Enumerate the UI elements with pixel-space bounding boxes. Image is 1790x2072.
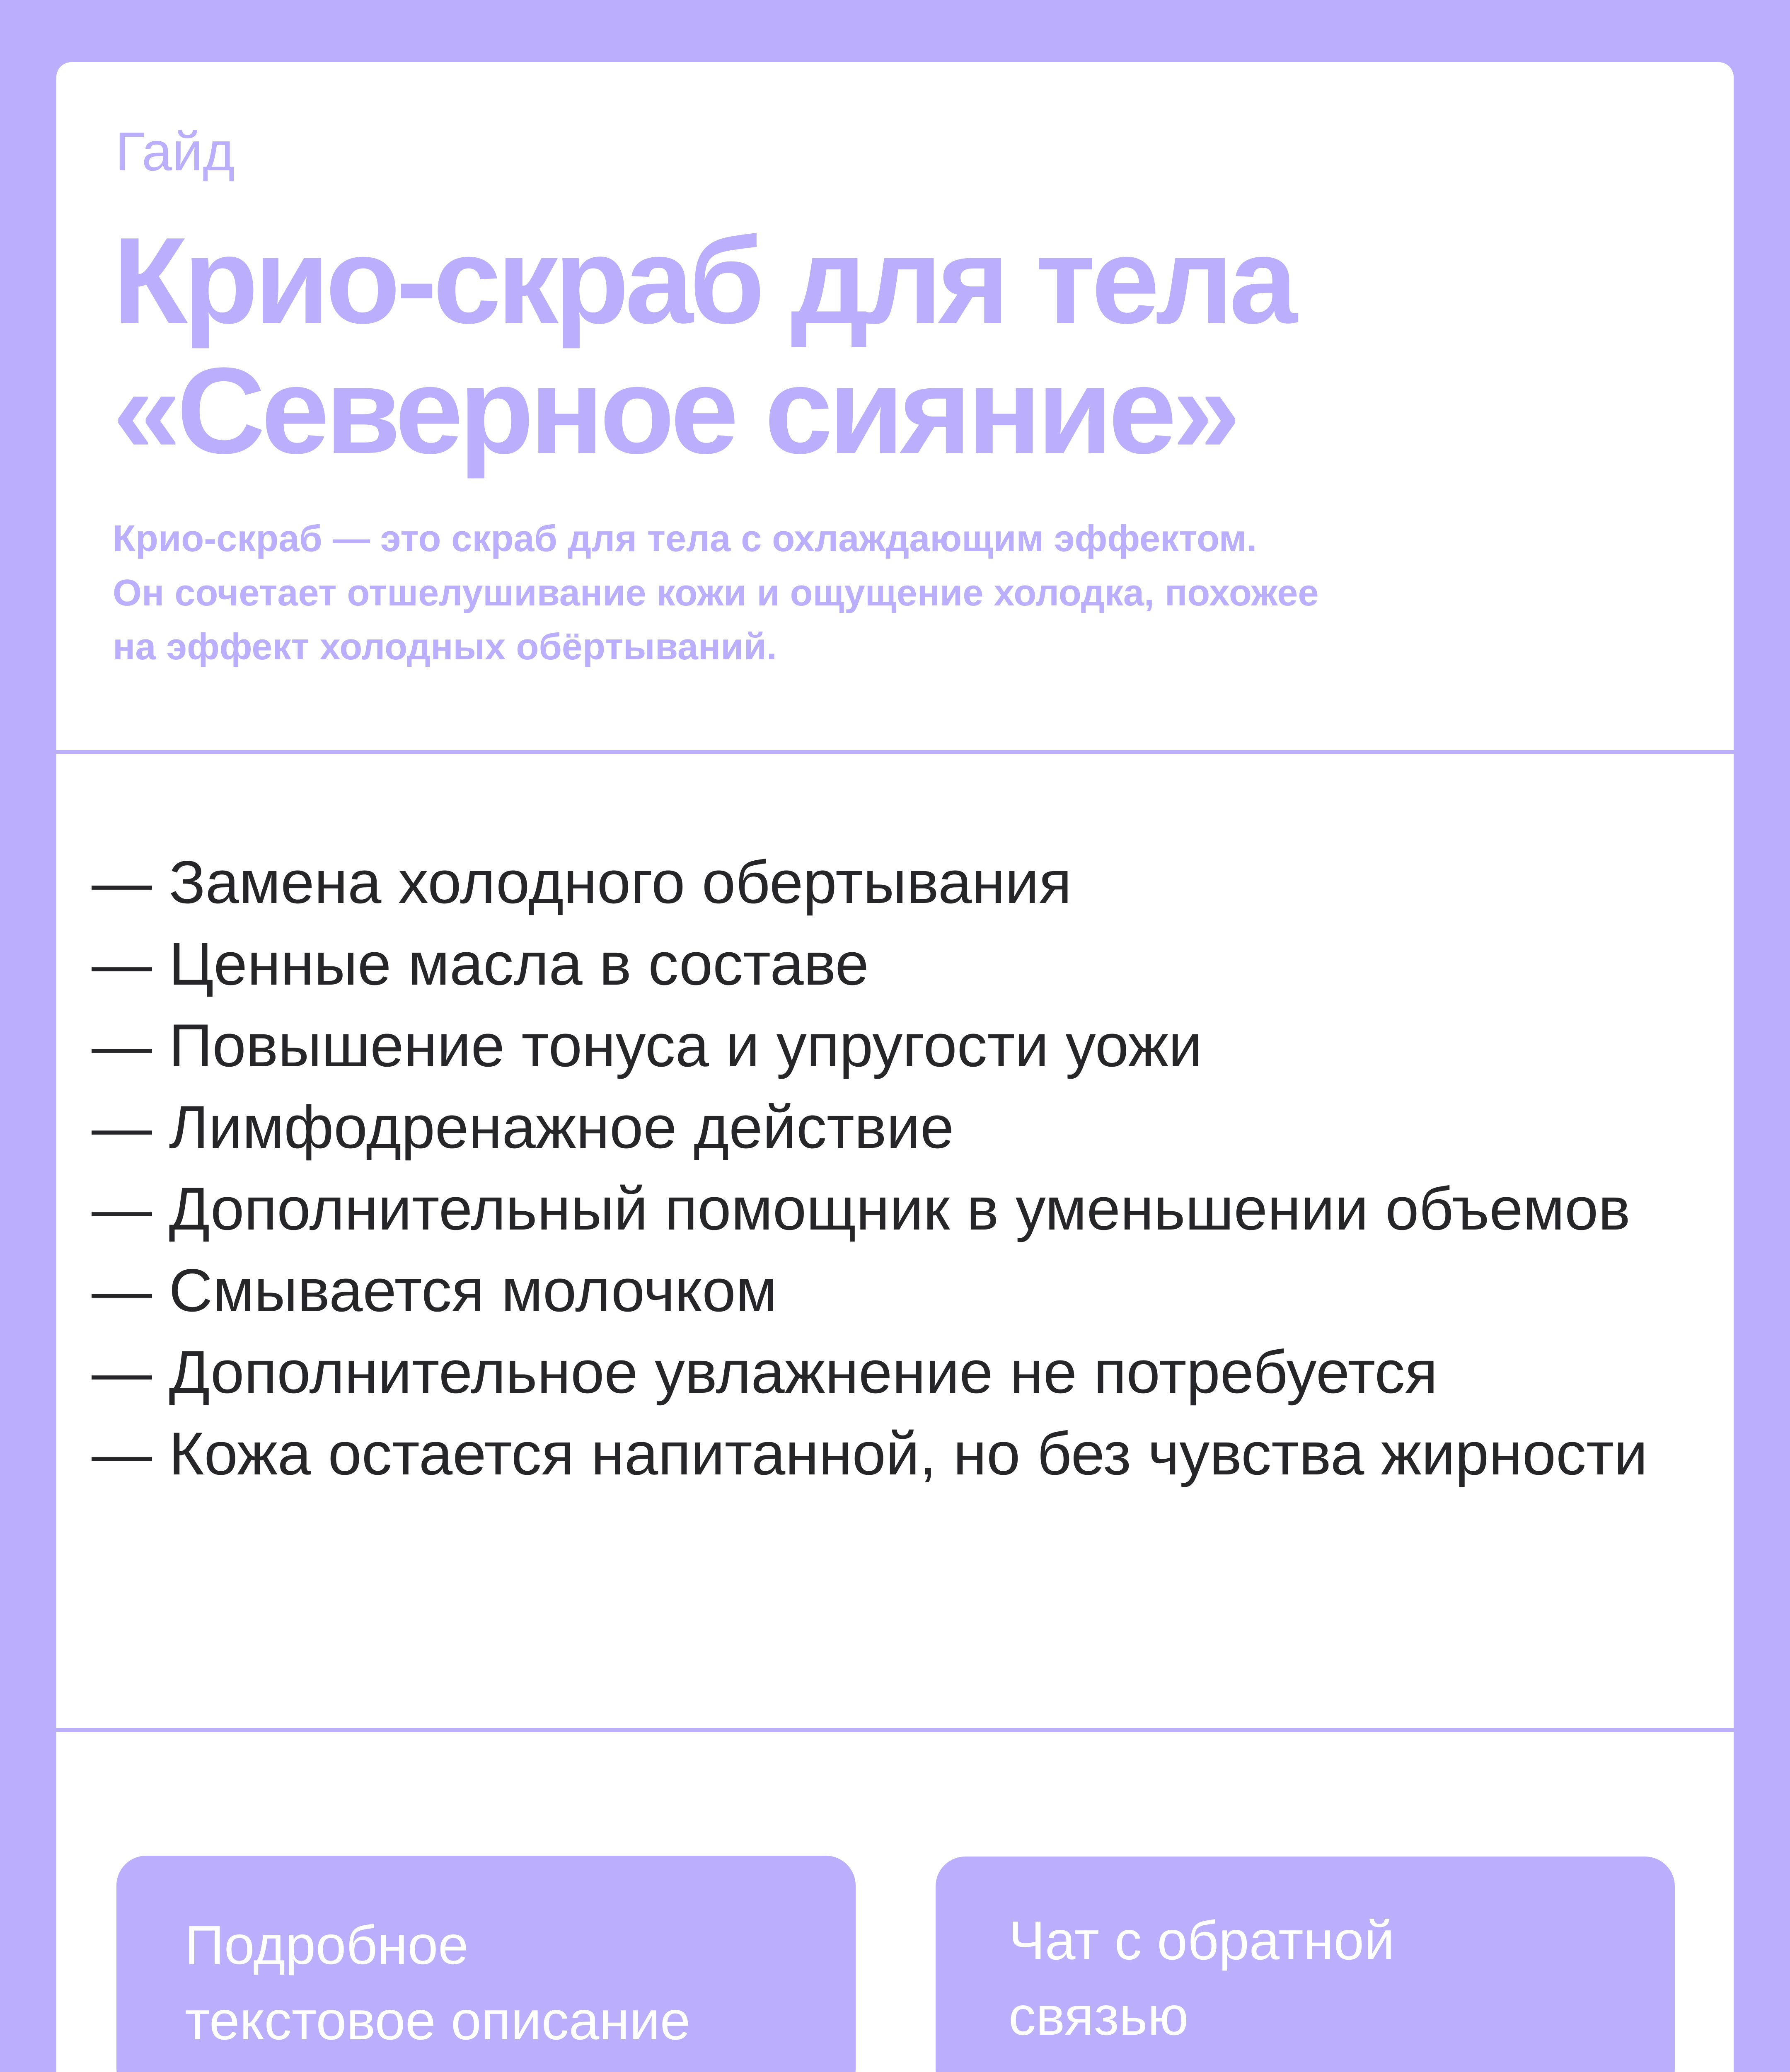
guide-header: [56, 62, 1734, 750]
feedback-chat-button-label: [1009, 1903, 1638, 2054]
top-divider: [56, 750, 1734, 754]
title-line-2: «Северное сияние»: [113, 341, 1237, 479]
feature-item: — Смывается молочком: [92, 1256, 777, 1324]
feature-item: — Лимфодренажное действие: [92, 1093, 954, 1161]
intro-text: [113, 512, 1563, 674]
feature-item: — Ценные масла в составе: [92, 930, 869, 997]
feature-item: — Замена холодного обертывания: [92, 848, 1072, 916]
description-button-line-2: текстовое описание: [185, 1990, 691, 2051]
description-button[interactable]: [116, 1856, 856, 2072]
feedback-chat-button-line-2: связью: [1009, 1985, 1189, 2046]
feature-item: — Дополнительный помощник в уменьшении объемов: [92, 1175, 1630, 1242]
feature-item: — Повышение тонуса и упругости уожи: [92, 1012, 1202, 1079]
intro-line-1: Крио-скраб — это скраб для тела с охлаждающим эффектом.: [113, 518, 1257, 559]
feature-list: [92, 841, 1699, 1494]
description-button-label: [185, 1907, 815, 2058]
guide-card: [56, 62, 1734, 2072]
intro-line-2: Он сочетает отшелушивание кожи и ощущение холодка, похожее: [113, 572, 1319, 614]
description-button-line-1: Подробное: [185, 1915, 469, 1975]
guide-label: Гайд: [115, 121, 235, 182]
title-line-1: Крио-скраб для тела: [113, 212, 1294, 349]
bottom-divider: [56, 1728, 1734, 1732]
feature-item: — Дополнительное увлажнение не потребуется: [92, 1338, 1438, 1406]
feedback-chat-button[interactable]: [936, 1857, 1675, 2072]
intro-line-3: на эффект холодных обёртываний.: [113, 626, 777, 668]
feature-item: — Кожа остается напитанной, но без чувства жирности: [92, 1420, 1648, 1487]
page-title: [113, 212, 1646, 479]
feedback-chat-button-line-1: Чат с обратной: [1009, 1910, 1395, 1971]
